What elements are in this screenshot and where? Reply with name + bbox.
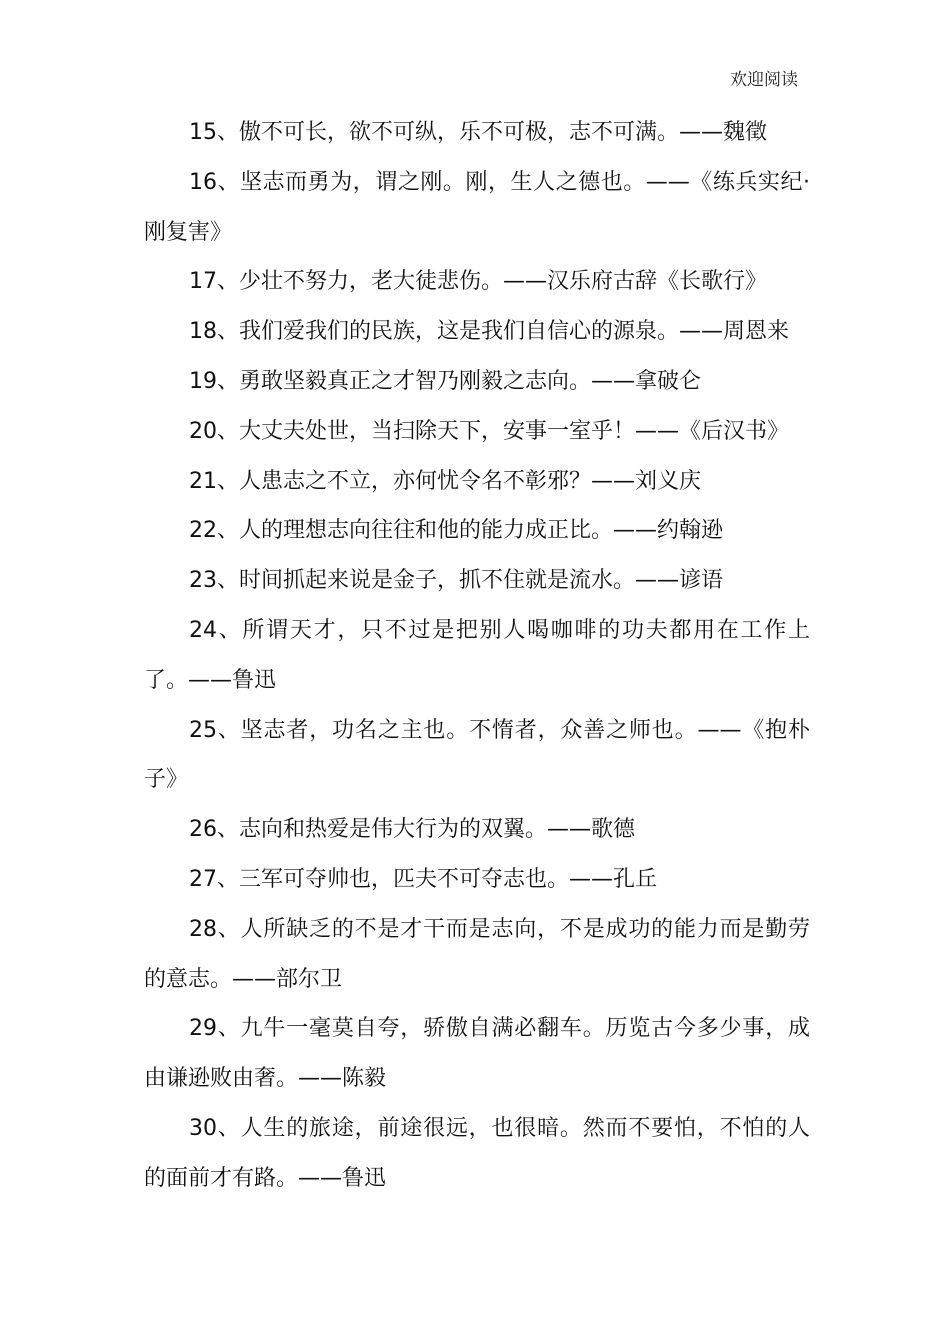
quote-list: [144, 108, 810, 1204]
quote-item: 17、少壮不努力，老大徒悲伤。——汉乐府古辞《长歌行》: [189, 269, 767, 295]
page-header: 欢迎阅读: [730, 70, 798, 90]
quote-item: 23、时间抓起来说是金子，抓不住就是流水。——谚语: [189, 568, 723, 594]
quote-item: 15、傲不可长，欲不可纵，乐不可极，志不可满。——魏徵: [189, 120, 767, 145]
quote-item: 26、志向和热爱是伟大行为的双翼。——歌德: [189, 817, 635, 843]
quote-item: 28、人所缺乏的不是才干而是志向，不是成功的能力而是勤劳的意志。——部尔卫: [144, 916, 810, 992]
quote-item: 18、我们爱我们的民族，这是我们自信心的源泉。——周恩来: [189, 319, 789, 345]
quote-item: 21、人患志之不立，亦何忧令名不彰邪？——刘义庆: [189, 468, 701, 494]
quote-item: 27、三军可夺帅也，匹夫不可夺志也。——孔丘: [189, 866, 657, 892]
quote-item: 30、人生的旅途，前途很远，也很暗。然而不要怕，不怕的人的面前才有路。——鲁迅: [144, 1115, 810, 1191]
quote-item: 22、人的理想志向往往和他的能力成正比。——约翰逊: [189, 518, 723, 544]
quote-item: 19、勇敢坚毅真正之才智乃刚毅之志向。——拿破仑: [189, 368, 701, 394]
quote-item: 16、坚志而勇为，谓之刚。刚，生人之德也。——《练兵实纪·刚复害》: [144, 169, 810, 245]
quote-item: 24、所谓天才，只不过是把别人喝咖啡的功夫都用在工作上了。——鲁迅: [144, 617, 810, 693]
quote-item: 25、坚志者，功名之主也。不惰者，众善之师也。——《抱朴子》: [144, 717, 810, 793]
quote-item: 20、大丈夫处世，当扫除天下，安事一室乎！——《后汉书》: [189, 418, 789, 444]
quote-item: 29、九牛一毫莫自夸，骄傲自满必翻车。历览古今多少事，成由谦逊败由奢。——陈毅: [144, 1016, 810, 1092]
